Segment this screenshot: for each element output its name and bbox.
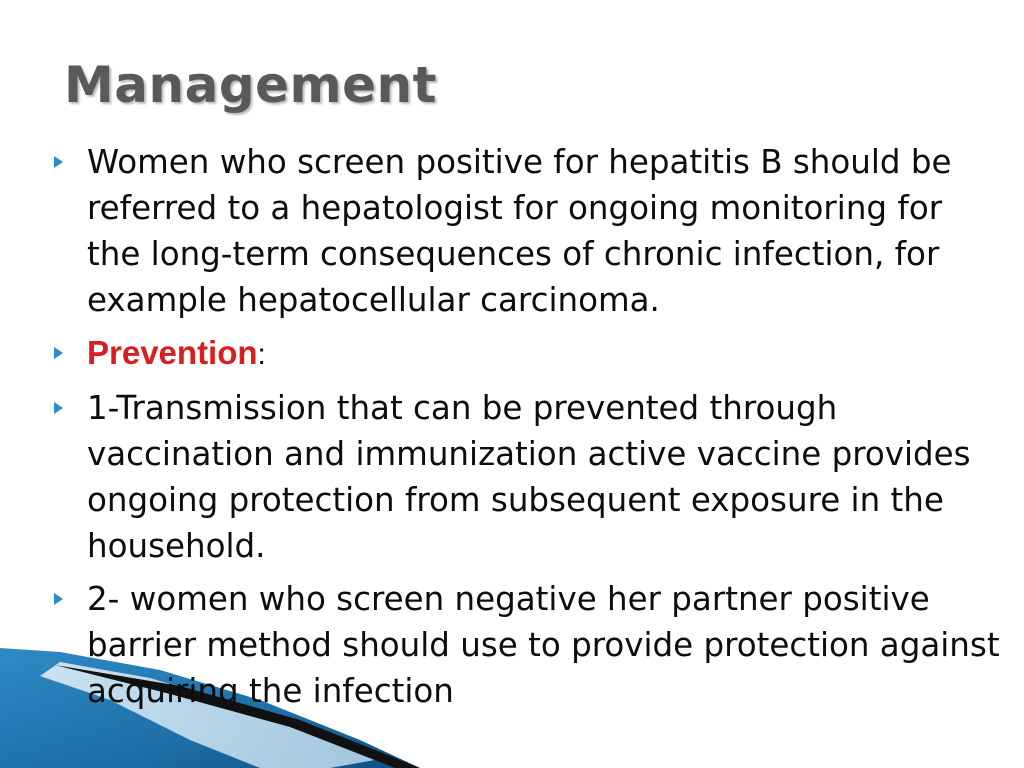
bullet-arrow-icon: [54, 347, 63, 359]
bullet-item-barrier: [54, 576, 1004, 714]
bullet-arrow-icon: [54, 156, 63, 168]
bullet-text: 2- women who screen negative her partner positive barrier method should use to provide protection against acquiring the infection: [87, 580, 1000, 710]
slide-title: Management: [64, 56, 438, 114]
bullet-item-transmission: [54, 385, 1004, 569]
bullet-list: [54, 139, 1004, 721]
prevention-heading: Prevention: [87, 334, 258, 371]
bullet-item-referral: [54, 139, 1004, 323]
bullet-item-prevention: [54, 330, 1004, 378]
bullet-arrow-icon: [54, 593, 63, 605]
bullet-arrow-icon: [54, 402, 63, 414]
prevention-colon: :: [257, 338, 266, 371]
bullet-text: 1-Transmission that can be prevented through vaccination and immunization active vaccine provides ongoing protection from subsequent exposure in the household.: [87, 389, 971, 565]
bullet-text: Women who screen positive for hepatitis B should be referred to a hepatologist for ongoing monitoring for the long-term consequences of chronic infection, for example hepatocellular carcinoma.: [87, 143, 952, 319]
